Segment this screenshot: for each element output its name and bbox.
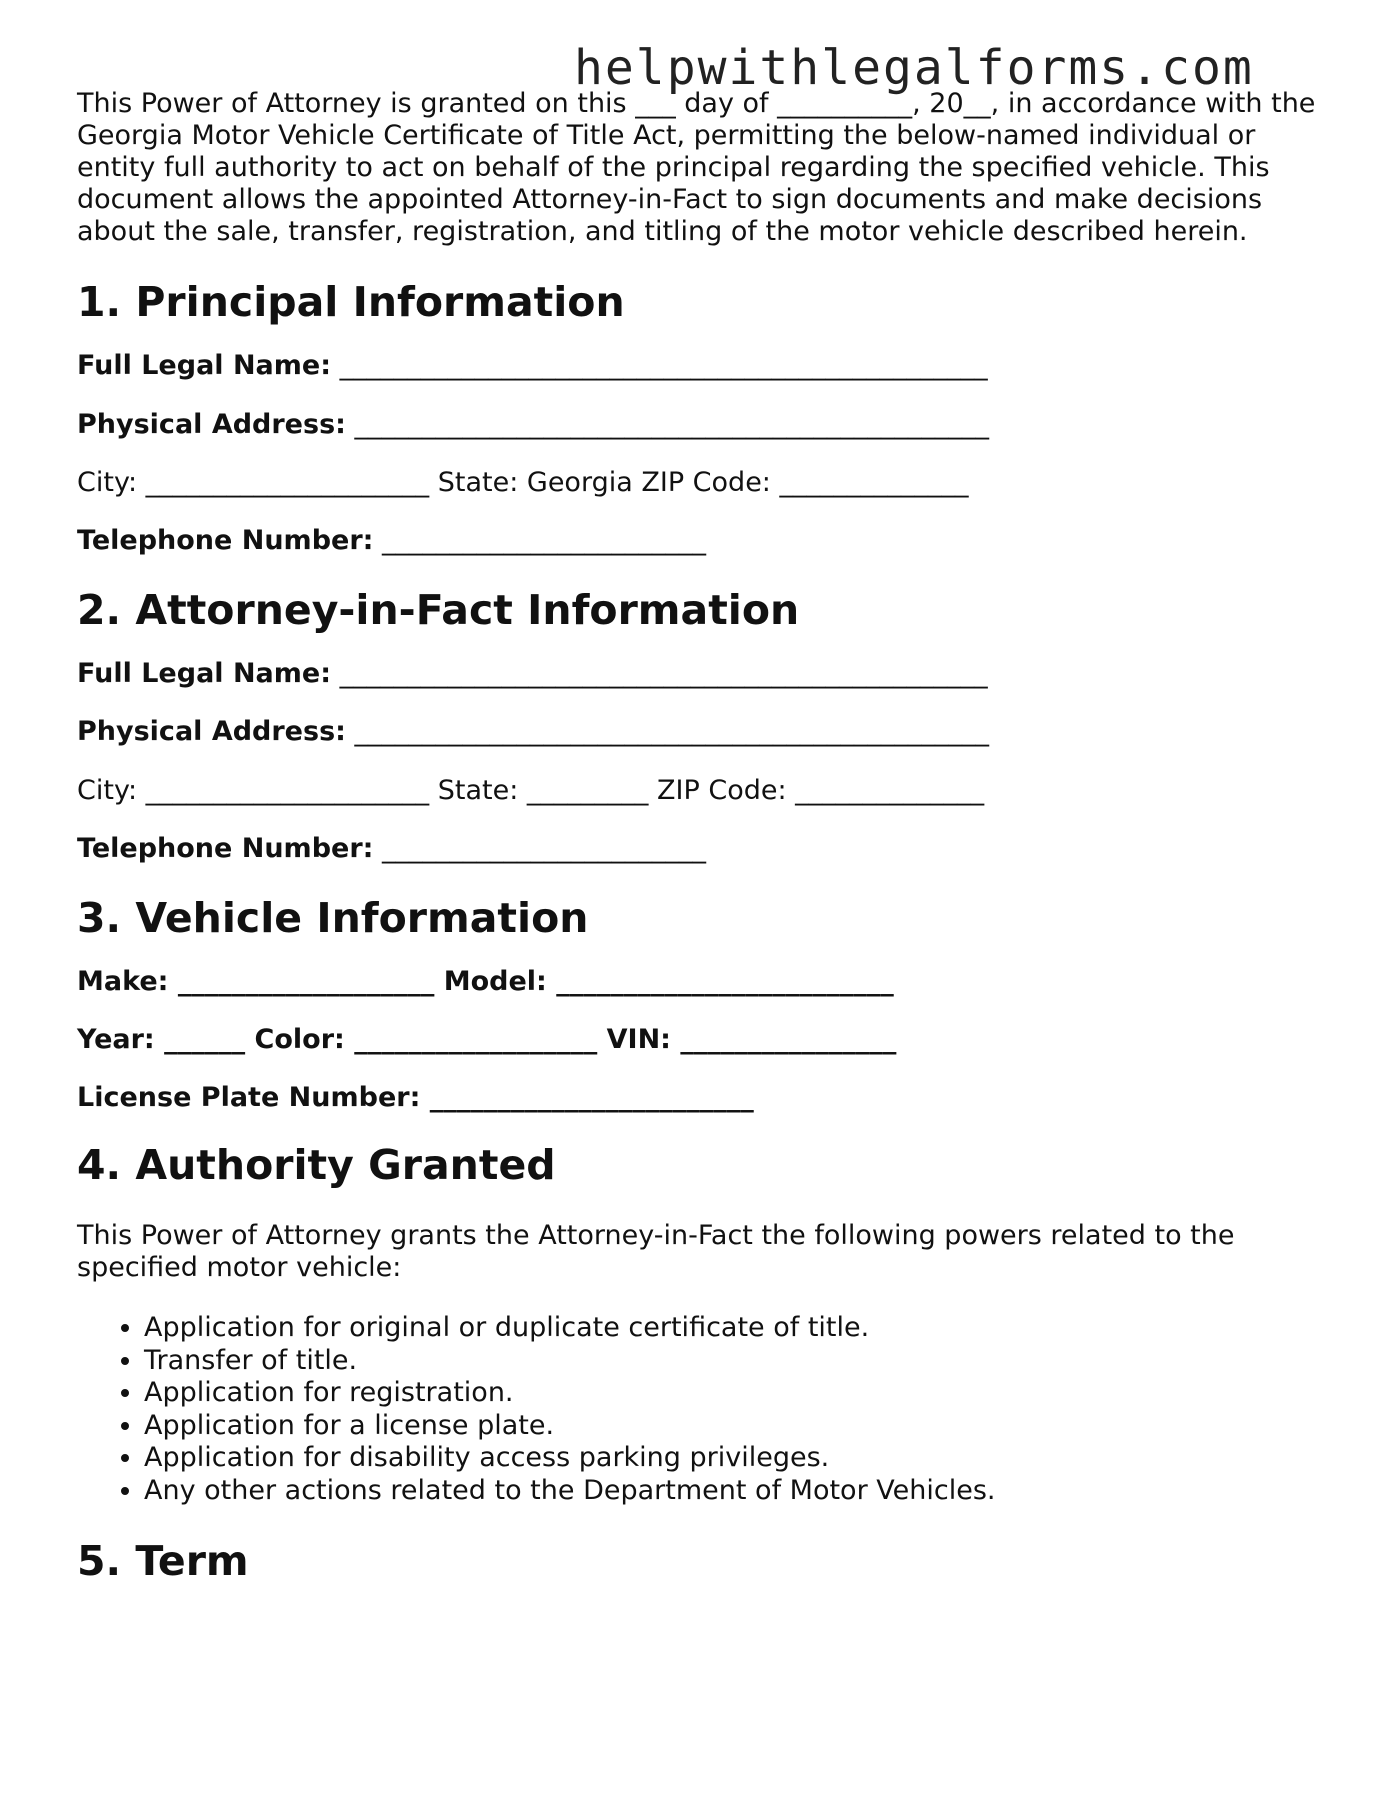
vehicle-plate-field[interactable]: ________________________ bbox=[429, 1082, 754, 1114]
vehicle-vin-field[interactable]: ________________ bbox=[680, 1024, 897, 1056]
list-item: • Application for a license plate. bbox=[144, 1410, 1327, 1443]
principal-city-row bbox=[77, 467, 1327, 499]
vehicle-model-field[interactable]: _________________________ bbox=[556, 965, 894, 997]
principal-city-label: City: bbox=[77, 466, 138, 498]
principal-phone-row bbox=[77, 525, 1327, 557]
attorney-name-label: Full Legal Name: bbox=[77, 657, 332, 689]
attorney-address-field[interactable]: _______________________________________________ bbox=[354, 716, 990, 748]
vehicle-year-field[interactable]: ______ bbox=[164, 1024, 246, 1056]
section-heading-term: 5. Term bbox=[77, 1537, 249, 1586]
principal-zip-field[interactable]: ______________ bbox=[779, 466, 969, 498]
vehicle-color-label: Color: bbox=[254, 1024, 345, 1056]
watermark: helpwithlegalforms.com bbox=[574, 40, 1254, 96]
attorney-zip-label: ZIP Code: bbox=[657, 774, 787, 806]
list-item: • Application for registration. bbox=[144, 1377, 1327, 1410]
attorney-city-field[interactable]: _____________________ bbox=[145, 774, 430, 806]
principal-state-label: State: Georgia bbox=[437, 466, 633, 498]
vehicle-make-label: Make: bbox=[77, 965, 169, 997]
principal-city-field[interactable]: _____________________ bbox=[145, 466, 430, 498]
list-item: • Application for original or duplicate certificate of title. bbox=[144, 1312, 1327, 1345]
attorney-phone-field[interactable]: ________________________ bbox=[382, 833, 707, 865]
document-body bbox=[77, 88, 1327, 1586]
authority-intro: This Power of Attorney grants the Attorney-in-Fact the following powers related to the specified motor vehicle: bbox=[77, 1220, 1235, 1284]
principal-address-field[interactable]: _______________________________________________ bbox=[354, 408, 990, 440]
attorney-phone-label: Telephone Number: bbox=[77, 833, 374, 865]
vehicle-plate-row bbox=[77, 1082, 1327, 1114]
principal-name-row bbox=[77, 350, 1327, 382]
principal-name-label: Full Legal Name: bbox=[77, 350, 332, 382]
attorney-address-label: Physical Address: bbox=[77, 716, 346, 748]
vehicle-plate-label: License Plate Number: bbox=[77, 1082, 421, 1114]
section-heading-principal: 1. Principal Information bbox=[77, 278, 625, 326]
vehicle-make-row bbox=[77, 966, 1327, 998]
attorney-address-row bbox=[77, 716, 1327, 748]
attorney-phone-row bbox=[77, 833, 1327, 865]
vehicle-year-label: Year: bbox=[77, 1024, 155, 1056]
principal-phone-field[interactable]: ________________________ bbox=[382, 525, 707, 557]
principal-phone-label: Telephone Number: bbox=[77, 525, 374, 557]
principal-address-label: Physical Address: bbox=[77, 408, 346, 440]
attorney-state-field[interactable]: _________ bbox=[526, 774, 649, 806]
principal-zip-label: ZIP Code: bbox=[641, 466, 771, 498]
vehicle-vin-label: VIN: bbox=[606, 1024, 671, 1056]
vehicle-make-field[interactable]: ___________________ bbox=[177, 965, 435, 997]
list-item: • Any other actions related to the Department of Motor Vehicles. bbox=[144, 1475, 1327, 1508]
attorney-name-field[interactable]: ________________________________________________ bbox=[339, 657, 988, 689]
principal-address-row bbox=[77, 409, 1327, 441]
section-heading-attorney: 2. Attorney-in-Fact Information bbox=[77, 585, 800, 634]
attorney-city-label: City: bbox=[77, 774, 138, 806]
vehicle-model-label: Model: bbox=[443, 965, 547, 997]
powers-list bbox=[77, 1312, 1327, 1507]
principal-name-field[interactable]: ________________________________________________ bbox=[339, 350, 988, 382]
attorney-city-row bbox=[77, 775, 1327, 807]
list-item: • Application for disability access parking privileges. bbox=[144, 1442, 1327, 1475]
section-heading-vehicle: 3. Vehicle Information bbox=[77, 893, 589, 942]
vehicle-year-row bbox=[77, 1024, 1327, 1056]
section-heading-authority: 4. Authority Granted bbox=[77, 1140, 556, 1189]
intro-paragraph: This Power of Attorney is granted on this ___ day of __________, 20__, in accordance with the Georgia Motor Vehicle Certificate of Title Act, permitting the below-named individual or entity full authority to act on behalf of the principal regarding the specified vehicle. This document allows the appointed Attorney-in-Fact to sign documents and make decisions about the sale, transfer, registration, and titling of the motor vehicle described herein. bbox=[77, 88, 1316, 247]
list-item: • Transfer of title. bbox=[144, 1345, 1327, 1378]
attorney-zip-field[interactable]: ______________ bbox=[795, 774, 985, 806]
attorney-state-label: State: bbox=[437, 774, 519, 806]
vehicle-color-field[interactable]: __________________ bbox=[354, 1024, 598, 1056]
attorney-name-row bbox=[77, 658, 1327, 690]
